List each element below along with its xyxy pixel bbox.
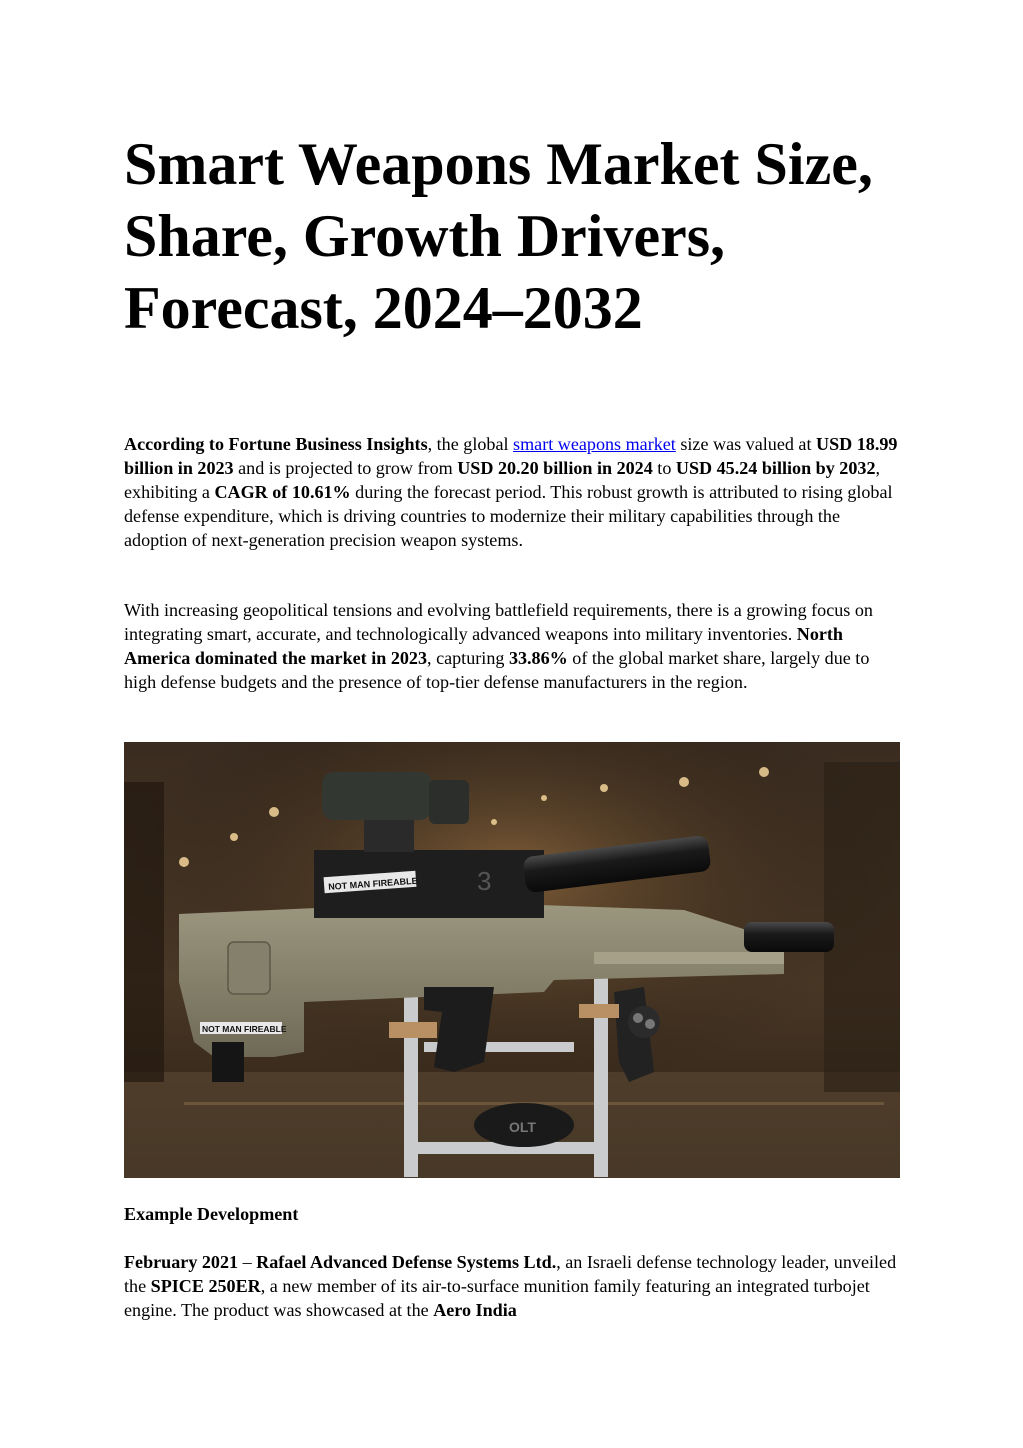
region-paragraph: With increasing geopolitical tensions and evolving battlefield requirements, there is a growing focus on integrating smart, accurate, and technologically advanced weapons into military inventories. North America dominated the market in 2023, capturing 33.86% of the global market share, largely due to high defense budgets and the presence of top-tier defense manufacturers in the region. xyxy=(124,600,873,692)
unit-number: 3 xyxy=(477,866,492,896)
smart-weapons-market-link[interactable]: smart weapons market xyxy=(513,434,676,454)
source-name: According to Fortune Business Insights xyxy=(124,434,428,454)
page-title: Smart Weapons Market Size, Share, Growth Drivers, Forecast, 2024–2032 xyxy=(124,131,873,341)
value-2023: USD 18.99 billion in 2023 xyxy=(124,434,898,478)
north-america-dominance: North America dominated the market in 2023 xyxy=(124,624,843,668)
lower-warning-label: NOT MAN FIREABLE xyxy=(202,1024,287,1034)
example-product: SPICE 250ER xyxy=(150,1276,261,1296)
example-company: Rafael Advanced Defense Systems Ltd. xyxy=(256,1252,557,1272)
upper-warning-label: NOT MAN FIREABLE xyxy=(327,875,418,892)
example-date: February 2021 xyxy=(124,1252,239,1272)
example-event: Aero India xyxy=(433,1300,517,1320)
value-2024: USD 20.20 billion in 2024 xyxy=(457,458,653,478)
smart-weapon-photo xyxy=(124,742,900,1178)
cagr-value: CAGR of 10.61% xyxy=(214,482,351,502)
mount-brand-text: OLT xyxy=(509,1119,536,1135)
intro-paragraph: According to Fortune Business Insights, the global smart weapons market size was valued at USD 18.99 billion in 2023 and is projected to grow from USD 20.20 billion in 2024 to USD 45.24 billion by 2032, exhibiting a CAGR of 10.61% during the forecast period. This robust growth is attributed to rising global defense expenditure, which is driving countries to modernize their military capabilities through the adoption of next-generation precision weapon systems. xyxy=(124,434,898,550)
example-paragraph: February 2021 – Rafael Advanced Defense Systems Ltd., an Israeli defense technology leader, unveiled the SPICE 250ER, a new member of its air-to-surface munition family featuring an integrated turbojet engine. The product was showcased at the Aero India xyxy=(124,1252,897,1320)
value-2032: USD 45.24 billion by 2032 xyxy=(675,458,876,478)
example-heading: Example Development xyxy=(124,1204,299,1224)
market-share-value: 33.86% xyxy=(508,648,568,668)
